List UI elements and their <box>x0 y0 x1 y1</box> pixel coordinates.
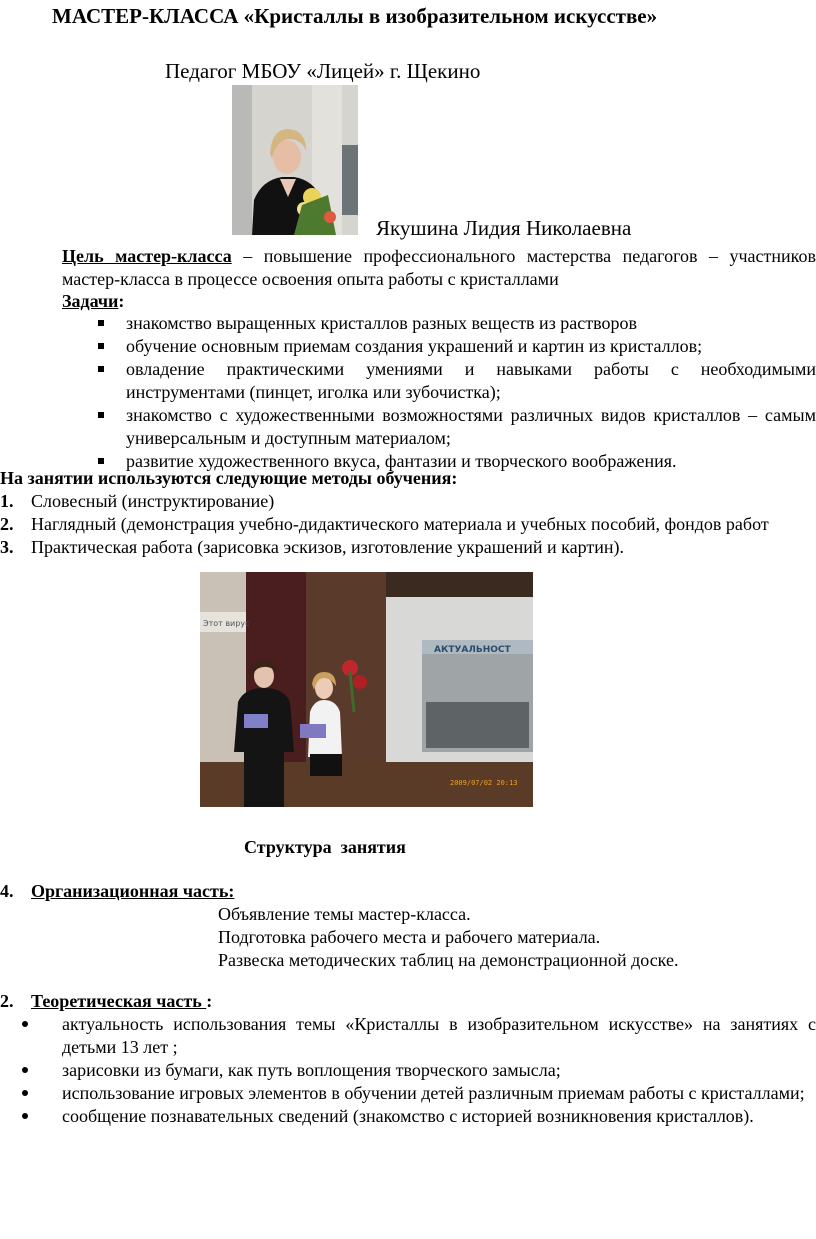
teacher-photo <box>232 85 358 235</box>
theory-part-label: Теоретическая часть <box>31 991 207 1011</box>
list-number: 3. <box>0 537 14 557</box>
structure-heading: Структура занятия <box>244 837 406 857</box>
org-part-lines <box>218 903 678 972</box>
goal-paragraph <box>62 245 816 291</box>
list-number: 4. <box>0 881 14 901</box>
tasks-label: Задачи <box>62 291 119 311</box>
org-part-label: Организационная часть: <box>31 881 235 901</box>
teacher-position: Педагог МБОУ «Лицей» г. Щекино <box>165 59 481 83</box>
org-line: Подготовка рабочего места и рабочего материала. <box>218 927 601 947</box>
sign-text: Этот вирус <box>203 619 250 628</box>
goal-text: – повышение профессионального мастерства педагогов – участников мастер-класса в процессе освоения опыта работы с кристаллами <box>62 246 816 289</box>
document-title: МАСТЕР-КЛАССА «Кристаллы в изобразительном искусстве» <box>52 4 658 28</box>
list-item: овладение практическими умениями и навыками работы с необходимыми инструментами (пинцет, иголка или зубочистка); <box>62 358 816 404</box>
list-item: 3. Практическая работа (зарисовка эскизов, изготовление украшений и картин). <box>0 537 624 557</box>
goal-label: Цель мастер-класса <box>62 246 232 266</box>
list-number: 2. <box>0 514 14 534</box>
teacher-name: Якушина Лидия Николаевна <box>376 216 632 240</box>
org-part-heading <box>0 880 234 903</box>
tasks-list <box>62 312 816 473</box>
theory-part-heading <box>0 990 212 1013</box>
screen-text: АКТУАЛЬНОСТ <box>434 645 511 655</box>
date-stamp: 2009/07/02 20:13 <box>450 779 518 787</box>
list-item: развитие художественного вкуса, фантазии и творческого воображения. <box>62 450 816 473</box>
list-item: использование игровых элементов в обучении детей различным приемам работы с кристаллами; <box>0 1082 816 1105</box>
list-item: сообщение познавательных сведений (знакомство с историей возникновения кристаллов). <box>0 1105 816 1128</box>
org-line: Развеска методических таблиц на демонстрационной доске. <box>218 950 679 970</box>
list-item: актуальность использования темы «Кристаллы в изобразительном искусстве» на занятиях с детьми 13 лет ; <box>0 1013 816 1059</box>
list-item: знакомство выращенных кристаллов разных веществ из растворов <box>62 312 816 335</box>
list-number: 1. <box>0 491 14 511</box>
theory-colon: : <box>206 991 213 1011</box>
list-number: 2. <box>0 991 14 1011</box>
tasks-colon: : <box>118 291 125 311</box>
list-item: 1. Словесный (инструктирование) <box>0 491 275 511</box>
org-line: Объявление темы мастер-класса. <box>218 904 471 924</box>
tasks-heading <box>62 290 124 313</box>
lesson-photo <box>200 572 533 807</box>
theory-list <box>0 1013 816 1128</box>
list-item: зарисовки из бумаги, как путь воплощения творческого замысла; <box>0 1059 816 1082</box>
methods-heading: На занятии используются следующие методы обучения: <box>0 468 458 488</box>
list-item: знакомство с художественными возможностями различных видов кристаллов – самым универсальным и доступным материалом; <box>62 404 816 450</box>
list-item: 2. Наглядный (демонстрация учебно-дидактического материала и учебных пособий, фондов работ <box>0 514 769 534</box>
list-item: обучение основным приемам создания украшений и картин из кристаллов; <box>62 335 816 358</box>
methods-list <box>0 490 816 559</box>
